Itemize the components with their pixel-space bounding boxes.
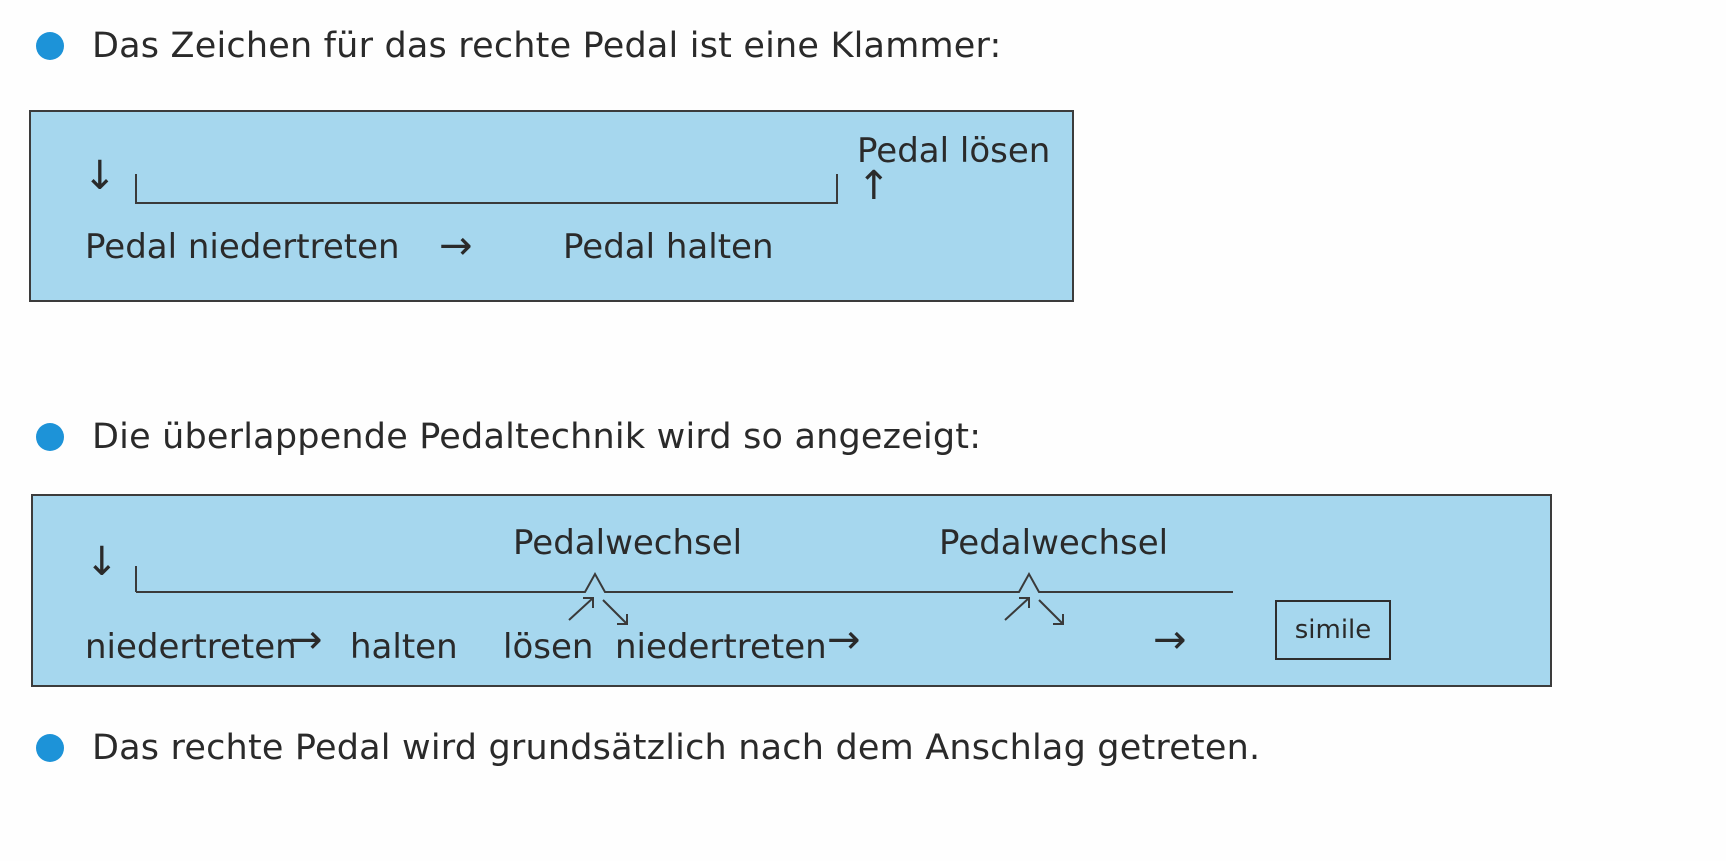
arrow-up-icon: ↑ bbox=[857, 163, 891, 209]
hold-label: Pedal halten bbox=[563, 227, 774, 267]
bullet-text-1: Das Zeichen für das rechte Pedal ist eine Klammer: bbox=[92, 26, 1002, 66]
press-label: niedertreten bbox=[85, 627, 297, 667]
bullet-dot-icon bbox=[36, 32, 64, 60]
bullet-row-3 bbox=[36, 728, 1260, 768]
diag-down-arrow-icon bbox=[603, 600, 627, 624]
arrow-right-icon: → bbox=[1153, 617, 1187, 663]
bullet-row-1 bbox=[36, 26, 1002, 66]
pedal-bracket-right-tick bbox=[836, 174, 838, 204]
overlapping-pedal-panel bbox=[31, 494, 1552, 687]
arrow-down-icon: ↓ bbox=[85, 539, 119, 585]
bullet-dot-icon bbox=[36, 423, 64, 451]
arrow-right-icon: → bbox=[289, 617, 323, 663]
bullet-text-2: Die überlappende Pedaltechnik wird so angezeigt: bbox=[92, 417, 982, 457]
pedal-bracket-line bbox=[135, 202, 838, 204]
hold-label: halten bbox=[350, 627, 458, 667]
release-label: Pedal lösen bbox=[857, 131, 1051, 171]
diag-up-arrow-icon bbox=[569, 598, 593, 620]
arrow-right-icon: → bbox=[827, 617, 861, 663]
diag-up-arrow-icon bbox=[1005, 598, 1029, 620]
simile-box: simile bbox=[1275, 600, 1391, 660]
bullet-text-3: Das rechte Pedal wird grundsätzlich nach dem Anschlag getreten. bbox=[92, 728, 1261, 768]
pedal-bracket-left-tick bbox=[135, 174, 137, 204]
press-label: Pedal niedertreten bbox=[85, 227, 400, 267]
press-again-label: niedertreten bbox=[615, 627, 827, 667]
arrow-down-icon: ↓ bbox=[83, 153, 117, 199]
bullet-row-2 bbox=[36, 417, 981, 457]
diag-down-arrow-icon bbox=[1039, 600, 1063, 624]
bullet-dot-icon bbox=[36, 734, 64, 762]
arrow-right-icon: → bbox=[439, 223, 473, 269]
release-label: lösen bbox=[503, 627, 594, 667]
pedal-change-label-2: Pedalwechsel bbox=[939, 523, 1169, 563]
pedal-change-label-1: Pedalwechsel bbox=[513, 523, 743, 563]
pedal-sign-panel bbox=[29, 110, 1074, 302]
